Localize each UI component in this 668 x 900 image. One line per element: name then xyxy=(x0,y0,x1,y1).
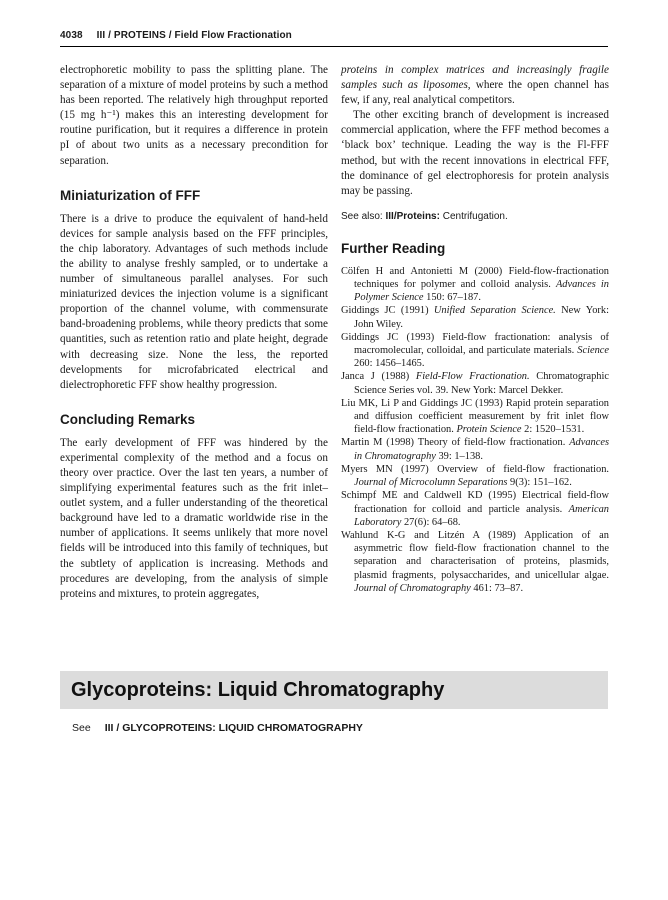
paragraph-rest: where the open channel has few, if any, real analytical competitors. xyxy=(341,79,609,107)
running-head xyxy=(60,30,608,41)
see-also-link[interactable]: III/Proteins: xyxy=(385,210,440,222)
reference-item: Janca J (1988) Field-Flow Fractionation. Chromatographic Science Series vol. 39. New York: Marcel Dekker. xyxy=(341,371,609,396)
reference-item: Liu MK, Li P and Giddings JC (1993) Rapid protein separation and diffusion coefficient measurement by frit inlet flow field-flow fractionation. Protein Science 2: 1520–1531. xyxy=(341,397,609,436)
reference-item: Wahlund K-G and Litzén A (1989) Application of an asymmetric flow field-flow fractionation channel to the separation and characterisation of proteins, plasmids, plasmid fragments, polysaccharides, and unicellular algae. Journal of Chromatography 461: 73–87. xyxy=(341,529,609,594)
see-also-line xyxy=(341,211,609,222)
commercial-paragraph: The other exciting branch of development is increased commercial application, where the FFF method becomes a ‘black box’ technique. Leading the way is the Fl-FFF method, but with the recent innovations in electrical FFF, the dominance of gel electrophoresis for protein analysis may be passing. xyxy=(341,109,609,197)
section-heading-concluding-remarks: Concluding Remarks xyxy=(60,411,196,427)
page-number: 4038 xyxy=(60,30,83,41)
reference-item: Myers MN (1997) Overview of field-flow fractionation. Journal of Microcolumn Separations 9(3): 151–162. xyxy=(341,463,609,489)
reference-item: Schimpf ME and Caldwell KD (1995) Electrical field-flow fractionation for colloid and particle analysis. American Laboratory 27(6): 64–68. xyxy=(341,490,609,528)
header-rule xyxy=(60,46,608,47)
section-heading-miniaturization: Miniaturization of FFF xyxy=(60,187,201,203)
cross-reference-line xyxy=(72,722,363,734)
right-column xyxy=(341,63,609,595)
reference-list xyxy=(341,265,609,595)
see-label: See xyxy=(72,722,91,734)
article-title: Glycoproteins: Liquid Chromatography xyxy=(71,679,445,701)
continued-conclusion-paragraph xyxy=(341,63,609,108)
reference-item: Cölfen H and Antonietti M (2000) Field-flow-fractionation techniques for polymer and colloid analysis. Advances in Polymer Science 150: 67–187. xyxy=(341,265,609,304)
left-column xyxy=(60,63,328,602)
concluding-paragraph: The early development of FFF was hindered by the experimental complexity of the method and a focus on theory over practice. Over the last ten years, a number of simplifying experimental features such as the frit inlet–outlet system, and a fuller understanding of the theoretical background have led to a dramatic worldwide rise in the number of applications. It seems unlikely that more novel fields will be introduced into this family of techniques, but the subtlety of application is increasing. Methods and procedures are developing, from the analysis of simple proteins and mixtures, to protein aggregates, xyxy=(60,436,328,600)
see-also-target[interactable]: Centrifugation. xyxy=(442,210,508,222)
running-title: III / PROTEINS / Field Flow Fractionation xyxy=(96,30,292,41)
reference-item: Giddings JC (1991) Unified Separation Science. New York: John Wiley. xyxy=(341,305,609,330)
italic-phrase: proteins in complex matrices and increasingly fragile samples such as liposomes, xyxy=(341,64,609,92)
see-also-label: See also: xyxy=(341,210,383,222)
cross-reference-link[interactable]: III / GLYCOPROTEINS: LIQUID CHROMATOGRAPHY xyxy=(104,722,363,734)
reference-item: Giddings JC (1993) Field-flow fractionation: analysis of macromolecular, colloidal, and particulate materials. Science 260: 1456–1465. xyxy=(341,331,609,370)
continued-paragraph: electrophoretic mobility to pass the splitting plane. The separation of a mixture of model proteins by such a method has been reported. The relatively high throughput reported (15 mg h⁻¹) makes this an interesting development for routine purification, but it requires a difference in protein pI of about two units as a necessary precondition for separation. xyxy=(60,64,328,167)
miniaturization-paragraph: There is a drive to produce the equivalent of hand-held devices for sample analysis based on the FFF principles, the chip laboratory. Advantages of such methods include the ability to analyse freshly sampled, or to undertake a number of simultaneous parallel analyses. For such miniaturized devices the injection volume is a significant proportion of the channel volume, with commensurate band-broadening problems, while theory predicts that some quantities, such as retention ratio and plate height, degrade with decreasing size. None the less, the reported developments for microfabricated electrical and dielectrophoretic FFF show healthy progression. xyxy=(60,212,328,391)
reference-item: Martin M (1998) Theory of field-flow fractionation. Advances in Chromatography 39: 1–138. xyxy=(341,437,609,462)
section-heading-further-reading: Further Reading xyxy=(341,240,446,256)
article-title-banner xyxy=(60,671,608,709)
